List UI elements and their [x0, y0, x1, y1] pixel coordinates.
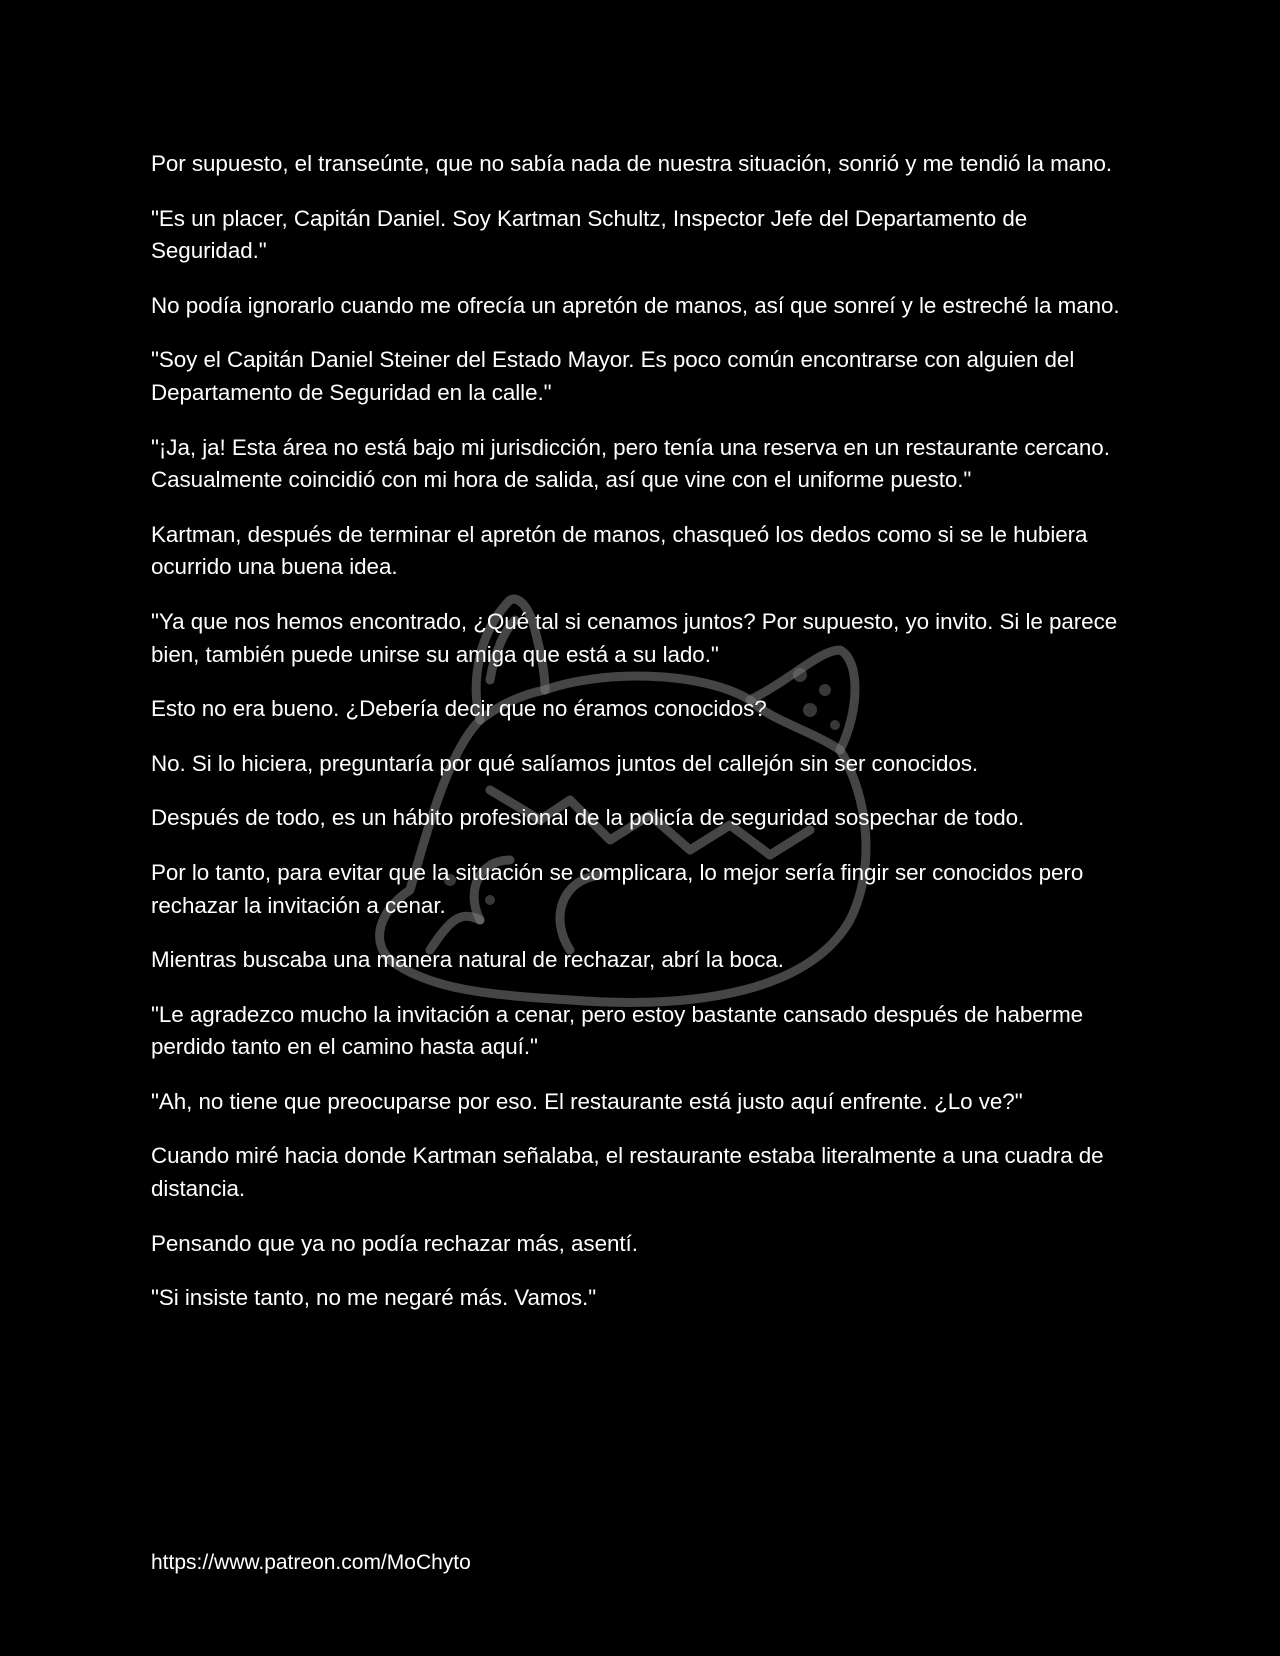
paragraph: "Ya que nos hemos encontrado, ¿Qué tal si cenamos juntos? Por supuesto, yo invito. Si le parece bien, también puede unirse su amiga que está a su lado." [151, 608, 1118, 667]
paragraph: "Ah, no tiene que preocuparse por eso. El restaurante está justo aquí enfrente. ¿Lo ve?" [151, 1088, 1023, 1114]
paragraph: Cuando miré hacia donde Kartman señalaba, el restaurante estaba literalmente a una cuadra de distancia. [151, 1143, 1104, 1202]
paragraph: Esto no era bueno. ¿Debería decir que no éramos conocidos? [151, 696, 767, 722]
paragraph: "¡Ja, ja! Esta área no está bajo mi jurisdicción, pero tenía una reserva en un restaurante cercano. Casualmente coincidió con mi hora de salida, así que vine con el uniforme puesto." [151, 434, 1110, 493]
paragraph: No. Si lo hiciera, preguntaría por qué salíamos juntos del callejón sin ser conocidos. [151, 750, 979, 776]
document-body [151, 148, 1136, 1337]
patreon-link[interactable]: https://www.patreon.com/MoChyto [151, 1551, 471, 1574]
paragraph: "Si insiste tanto, no me negaré más. Vamos." [151, 1285, 597, 1311]
paragraph: "Soy el Capitán Daniel Steiner del Estado Mayor. Es poco común encontrarse con alguien del Departamento de Seguridad en la calle." [151, 347, 1075, 405]
paragraph: Mientras buscaba una manera natural de rechazar, abrí la boca. [151, 947, 784, 973]
paragraph: Después de todo, es un hábito profesional de la policía de seguridad sospechar de todo. [151, 805, 1025, 831]
paragraph: Por supuesto, el transeúnte, que no sabía nada de nuestra situación, sonrió y me tendió la mano. [151, 151, 1113, 176]
paragraph: Pensando que ya no podía rechazar más, asentí. [151, 1230, 638, 1256]
paragraph: No podía ignorarlo cuando me ofrecía un apretón de manos, así que sonreí y le estreché la mano. [151, 292, 1120, 318]
paragraph: Por lo tanto, para evitar que la situación se complicara, lo mejor sería fingir ser conocidos pero rechazar la invitación a cenar. [151, 859, 1084, 918]
paragraph: "Le agradezco mucho la invitación a cenar, pero estoy bastante cansado después de haberme perdido tanto en el camino hasta aquí." [151, 1001, 1084, 1060]
paragraph: "Es un placer, Capitán Daniel. Soy Kartman Schultz, Inspector Jefe del Departamento de Seguridad." [151, 205, 1028, 264]
paragraph: Kartman, después de terminar el apretón de manos, chasqueó los dedos como si se le hubiera ocurrido una buena idea. [151, 521, 1088, 580]
